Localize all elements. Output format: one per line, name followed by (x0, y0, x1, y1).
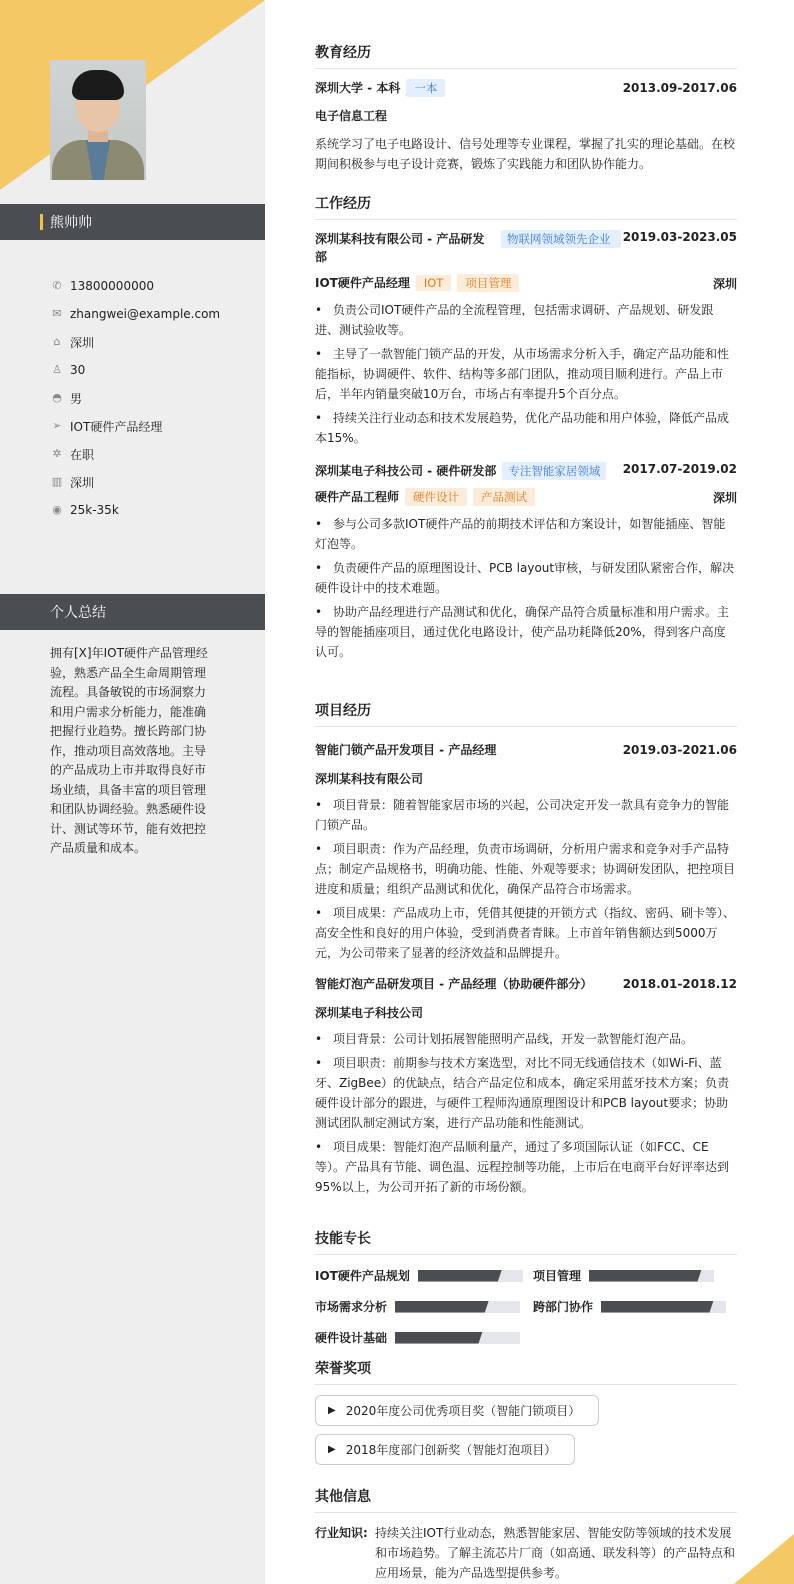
project-entry (315, 741, 737, 963)
job-list (315, 230, 737, 662)
other-label: 行业知识: (315, 1526, 368, 1540)
skill-bar (418, 1270, 523, 1282)
bullet-text: • 负责公司IOT硬件产品的全流程管理，包括需求调研、产品规划、研发跟进、测试验收等。 (315, 303, 714, 337)
skill-bar (395, 1301, 520, 1313)
skill-list (315, 1267, 737, 1360)
job-company-wrap (315, 230, 621, 266)
projects-section (315, 700, 737, 1201)
project-bullets (315, 1029, 737, 1197)
info-item (50, 384, 250, 412)
info-text: 深圳 (70, 335, 95, 350)
bullet-text: • 持续关注行业动态和技术发展趋势，优化产品功能和用户体验，降低产品成本15%。 (315, 411, 730, 445)
project-date: 2019.03-2021.06 (622, 742, 737, 757)
education-desc: 系统学习了电子电路设计、信号处理等专业课程，掌握了扎实的理论基础。在校期间积极参与电子设计竞赛，锻炼了实践能力和团队协作能力。 (315, 137, 736, 171)
summary-title: 个人总结 (0, 594, 265, 630)
project-name: 智能灯泡产品研发项目 - 产品经理（协助硬件部分） (315, 977, 593, 991)
bullet-text: • 协助产品经理进行产品测试和优化，确保产品符合质量标准和用户需求。主导的智能插座项目，通过优化电路设计，使产品功耗降低20%，得到客户高度认可。 (315, 605, 730, 659)
bullet-item (315, 408, 737, 448)
info-text: 25k-35k (70, 503, 119, 517)
job-date: 2017.07-2019.02 (622, 462, 737, 476)
job-header (315, 230, 737, 266)
award-text: 2020年度公司优秀项目奖（智能门锁项目） (345, 1404, 581, 1418)
school-tag: 一本 (406, 79, 445, 97)
profile-name: 熊帅帅 (50, 215, 92, 231)
job-role: 硬件产品工程师 (315, 490, 400, 504)
section-title: 工作经历 (315, 193, 737, 220)
project-name: 智能门锁产品开发项目 - 产品经理 (315, 743, 497, 757)
award-row (315, 1395, 737, 1434)
job-role-row (315, 274, 737, 292)
job-company-wrap (315, 462, 606, 480)
skill-bar (395, 1332, 520, 1344)
skill-item (315, 1267, 533, 1284)
summary-text: 拥有[X]年IOT硬件产品管理经验，熟悉产品全生命周期管理流程。具备敏锐的市场洞察力和用户需求分析能力，能准确把握行业趋势。擅长跨部门协作，推动项目高效落地。主导的产品成功上市并取得良好市场业绩，具备丰富的项目管理和团队协调经验。熟悉硬件设计、测试等环节，能有效把控产品质量和成本。 (50, 646, 208, 855)
bullet-text: • 项目成果：产品成功上市，凭借其便捷的开锁方式（指纹、密码、刷卡等）、高安全性和良好的用户体验，受到消费者青睐。上市首年销售额达到5000万元，为公司带来了显著的经济效益和品牌提升。 (315, 906, 736, 960)
skill-name: 硬件设计基础 (315, 1331, 388, 1345)
info-item (50, 412, 250, 440)
bullet-item (315, 344, 737, 404)
education-date: 2013.09-2017.06 (622, 81, 737, 95)
major: 电子信息工程 (315, 109, 388, 123)
avatar (50, 60, 146, 180)
role-tag: 硬件设计 (405, 488, 467, 506)
section-title: 其他信息 (315, 1486, 737, 1513)
skill-name: 跨部门协作 (533, 1300, 594, 1314)
bullet-text: • 参与公司多款IOT硬件产品的前期技术评估和方案设计，如智能插座、智能灯泡等。 (315, 517, 726, 551)
bullet-item (315, 903, 737, 963)
gender-icon: ◓ (52, 391, 62, 404)
bullet-item (315, 1029, 737, 1049)
award-list (315, 1395, 737, 1473)
job-entry (315, 230, 737, 448)
other-text: 持续关注IOT行业动态，熟悉智能家居、智能安防等领域的技术发展和市场趋势。了解主流芯片厂商（如高通、联发科等）的产品特点和应用场景，能为产品选型提供参考。 (375, 1526, 736, 1580)
award-item[interactable] (315, 1395, 599, 1426)
bullet-item (315, 300, 737, 340)
job-header (315, 462, 737, 480)
school-name: 深圳大学 - 本科 (315, 81, 401, 95)
info-text: 男 (70, 391, 83, 406)
play-icon: ▶ (328, 1405, 336, 1416)
job-role: IOT硬件产品经理 (315, 276, 410, 290)
award-item[interactable] (315, 1434, 575, 1465)
bullet-item (315, 514, 737, 554)
salary-icon: ◉ (52, 503, 62, 516)
award-text: 2018年度部门创新奖（智能灯泡项目） (345, 1443, 557, 1457)
project-header (315, 975, 737, 992)
info-item (50, 496, 250, 524)
skill-bar-fill (589, 1270, 702, 1282)
skill-name: 市场需求分析 (315, 1300, 388, 1314)
section-title: 技能专长 (315, 1228, 737, 1255)
status-icon: ✲ (52, 447, 62, 460)
job-city: 深圳 (712, 276, 737, 291)
job-bullets (315, 514, 737, 662)
info-text: 在职 (70, 447, 95, 462)
bullet-text: • 主导了一款智能门锁产品的开发，从市场需求分析入手，确定产品功能和性能指标，协调硬件、软件、结构等多部门团队，推动项目顺利进行。产品上市后，半年内销量突破10万台，市场占有率提升5个百分点。 (315, 347, 730, 401)
work-section (315, 193, 737, 666)
job-bullets (315, 300, 737, 448)
project-bullets (315, 795, 737, 963)
education-section (315, 42, 737, 174)
skill-name: IOT硬件产品规划 (315, 1269, 410, 1283)
skill-item (315, 1329, 533, 1346)
phone-icon: ✆ (52, 279, 62, 292)
skill-bar-fill (418, 1270, 502, 1282)
skill-bar (589, 1270, 714, 1282)
section-title: 项目经历 (315, 700, 737, 727)
bullet-item (315, 558, 737, 598)
bullet-text: • 项目职责：作为产品经理，负责市场调研，分析用户需求和竞争对手产品特点；制定产品规格书，明确功能、性能、外观等要求；协调研发团队，把控项目进度和质量；组织产品测试和优化，确保产品符合市场需求。 (315, 842, 736, 896)
info-item (50, 356, 250, 384)
info-text: 13800000000 (70, 279, 154, 293)
info-item (50, 300, 250, 328)
info-text: 深圳 (70, 475, 95, 490)
project-list (315, 741, 737, 1197)
job-company: 深圳某科技有限公司 - 产品研发部 (315, 232, 485, 264)
info-text: IOT硬件产品经理 (70, 419, 163, 434)
company-tag: 专注智能家居领域 (502, 462, 606, 480)
project-header (315, 741, 737, 758)
info-item (50, 440, 250, 468)
section-title: 教育经历 (315, 42, 737, 69)
project-date: 2018.01-2018.12 (622, 976, 737, 991)
skill-item (315, 1298, 533, 1315)
job-role-wrap (315, 274, 519, 292)
skill-bar (601, 1301, 726, 1313)
info-item (50, 272, 250, 300)
job-city: 深圳 (712, 490, 737, 505)
awards-section (315, 1358, 737, 1473)
bullet-text: • 项目成果：智能灯泡产品顺利量产，通过了多项国际认证（如FCC、CE等）。产品具有节能、调色温、远程控制等功能，上市后在电商平台好评率达到95%以上，为公司开拓了新的市场份额。 (315, 1140, 730, 1194)
mail-icon: ✉ (52, 307, 62, 320)
bullet-item (315, 1137, 737, 1197)
bullet-text: • 项目职责：前期参与技术方案选型，对比不同无线通信技术（如Wi-Fi、蓝牙、ZigBee）的优缺点，结合产品定位和成本，确定采用蓝牙技术方案；负责硬件设计部分的跟进，与硬件工程师沟通原理图设计和PCB layout要求；协助测试团队制定测试方案，进行产品功能和性能测试。 (315, 1056, 730, 1130)
skill-item (533, 1298, 737, 1315)
job-company: 深圳某电子科技公司 - 硬件研发部 (315, 464, 497, 478)
bullet-item (315, 795, 737, 835)
page-decoration (734, 1534, 794, 1584)
skill-bar-fill (395, 1332, 483, 1344)
other-section (315, 1486, 737, 1583)
project-entry (315, 975, 737, 1197)
bullet-text: • 项目背景：公司计划拓展智能照明产品线，开发一款智能灯泡产品。 (333, 1032, 694, 1046)
section-title: 荣誉奖项 (315, 1358, 737, 1385)
bullet-item (315, 1053, 737, 1133)
role-tag: 产品测试 (473, 488, 535, 506)
job-role-row (315, 488, 737, 506)
bullet-item (315, 602, 737, 662)
play-icon: ▶ (328, 1444, 336, 1455)
skills-section (315, 1228, 737, 1360)
info-text: zhangwei@example.com (70, 307, 221, 321)
role-tag: IOT (416, 275, 451, 291)
award-row (315, 1434, 737, 1473)
job-date: 2019.03-2023.05 (622, 230, 737, 244)
skill-bar-fill (395, 1301, 489, 1313)
info-text: 30 (70, 363, 86, 377)
sidebar (0, 0, 265, 1584)
role-tag: 项目管理 (457, 274, 519, 292)
home-icon: ⌂ (53, 335, 61, 348)
building-icon: ▥ (51, 475, 63, 488)
bullet-text: • 项目背景：随着智能家居市场的兴起，公司决定开发一款具有竞争力的智能门锁产品。 (315, 798, 730, 832)
age-icon: ♙ (52, 363, 62, 376)
job-entry (315, 462, 737, 662)
bullet-item (315, 839, 737, 899)
project-company: 深圳某电子科技公司 (315, 1006, 424, 1020)
job-role-wrap (315, 488, 535, 506)
skill-item (533, 1267, 737, 1284)
contact-info-list (50, 272, 250, 524)
company-tag: 物联网领域领先企业 (501, 230, 621, 248)
info-item (50, 328, 250, 356)
name-bar (0, 204, 265, 240)
info-item (50, 468, 250, 496)
send-icon: ➢ (52, 419, 62, 432)
name-accent (40, 214, 43, 230)
skill-name: 项目管理 (533, 1269, 582, 1283)
project-company: 深圳某科技有限公司 (315, 772, 424, 786)
bullet-text: • 负责硬件产品的原理图设计、PCB layout审核，与研发团队紧密合作，解决硬件设计中的技术难题。 (315, 561, 735, 595)
skill-bar-fill (601, 1301, 714, 1313)
